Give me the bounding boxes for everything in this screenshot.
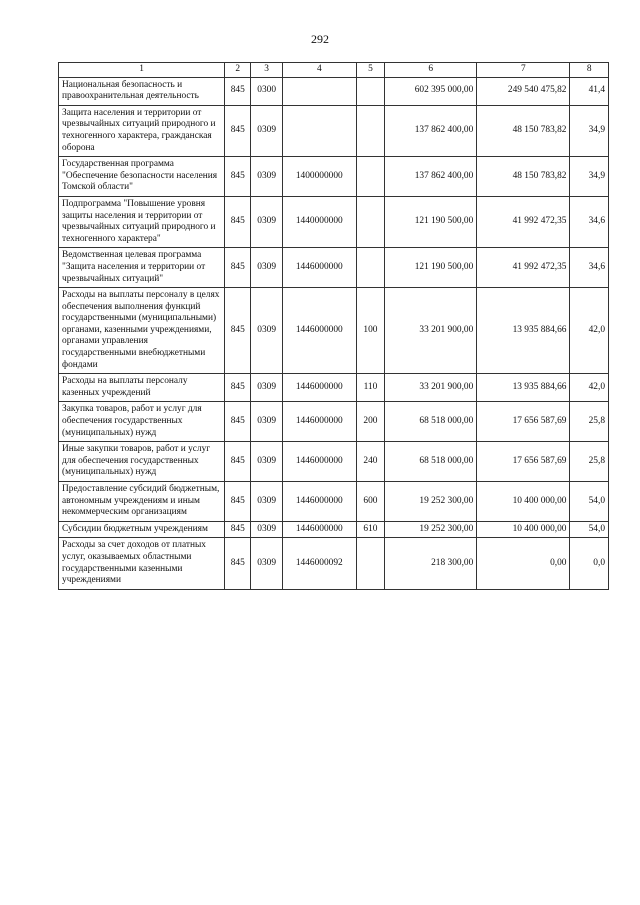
row-section-code: 0309 <box>251 196 282 247</box>
row-actual-amount: 13 935 884,66 <box>477 288 570 374</box>
row-section-code: 0309 <box>251 538 282 589</box>
row-admin-code: 845 <box>225 105 251 156</box>
budget-table <box>58 62 609 590</box>
row-name: Расходы на выплаты персоналу казенных учреждений <box>59 374 225 402</box>
row-actual-amount: 0,00 <box>477 538 570 589</box>
column-header: 5 <box>356 63 384 78</box>
column-header: 8 <box>570 63 609 78</box>
row-target-code <box>282 77 356 105</box>
row-expense-type: 100 <box>356 288 384 374</box>
row-admin-code: 845 <box>225 538 251 589</box>
row-actual-amount: 17 656 587,69 <box>477 402 570 442</box>
table-header-row <box>59 63 609 78</box>
row-plan-amount: 121 190 500,00 <box>385 196 477 247</box>
row-name: Подпрограмма "Повышение уровня защиты населения и территории от чрезвычайных ситуаций природного и техногенного характера" <box>59 196 225 247</box>
row-percent: 0,0 <box>570 538 609 589</box>
page-number: 292 <box>311 32 329 46</box>
row-target-code: 1446000000 <box>282 248 356 288</box>
table-row <box>59 402 609 442</box>
row-plan-amount: 68 518 000,00 <box>385 442 477 482</box>
row-section-code: 0309 <box>251 482 282 522</box>
row-target-code: 1446000000 <box>282 482 356 522</box>
row-expense-type: 240 <box>356 442 384 482</box>
row-plan-amount: 137 862 400,00 <box>385 157 477 197</box>
row-admin-code: 845 <box>225 77 251 105</box>
row-actual-amount: 48 150 783,82 <box>477 105 570 156</box>
row-name: Национальная безопасность и правоохранительная деятельность <box>59 77 225 105</box>
row-section-code: 0300 <box>251 77 282 105</box>
row-name: Государственная программа "Обеспечение безопасности населения Томской области" <box>59 157 225 197</box>
table-row <box>59 538 609 589</box>
row-actual-amount: 17 656 587,69 <box>477 442 570 482</box>
table-row <box>59 77 609 105</box>
row-target-code: 1440000000 <box>282 196 356 247</box>
row-name: Ведомственная целевая программа "Защита населения и территории от чрезвычайных ситуаций" <box>59 248 225 288</box>
row-percent: 25,8 <box>570 402 609 442</box>
table-row <box>59 482 609 522</box>
row-target-code: 1446000092 <box>282 538 356 589</box>
column-header: 6 <box>385 63 477 78</box>
row-percent: 41,4 <box>570 77 609 105</box>
row-expense-type: 610 <box>356 521 384 538</box>
row-admin-code: 845 <box>225 196 251 247</box>
table-row <box>59 442 609 482</box>
row-target-code: 1446000000 <box>282 521 356 538</box>
row-admin-code: 845 <box>225 521 251 538</box>
row-section-code: 0309 <box>251 521 282 538</box>
row-percent: 34,9 <box>570 105 609 156</box>
table-row <box>59 521 609 538</box>
row-name: Субсидии бюджетным учреждениям <box>59 521 225 538</box>
row-actual-amount: 10 400 000,00 <box>477 521 570 538</box>
row-plan-amount: 602 395 000,00 <box>385 77 477 105</box>
row-plan-amount: 19 252 300,00 <box>385 521 477 538</box>
row-actual-amount: 48 150 783,82 <box>477 157 570 197</box>
row-target-code: 1446000000 <box>282 442 356 482</box>
row-target-code: 1446000000 <box>282 402 356 442</box>
row-plan-amount: 33 201 900,00 <box>385 288 477 374</box>
column-header: 7 <box>477 63 570 78</box>
row-percent: 34,6 <box>570 196 609 247</box>
row-actual-amount: 13 935 884,66 <box>477 374 570 402</box>
row-percent: 42,0 <box>570 288 609 374</box>
row-name: Расходы за счет доходов от платных услуг, оказываемых областными государственными казенными учреждениями <box>59 538 225 589</box>
row-target-code: 1400000000 <box>282 157 356 197</box>
row-section-code: 0309 <box>251 374 282 402</box>
row-admin-code: 845 <box>225 442 251 482</box>
row-admin-code: 845 <box>225 288 251 374</box>
row-name: Защита населения и территории от чрезвычайных ситуаций природного и техногенного характера, гражданская оборона <box>59 105 225 156</box>
row-percent: 25,8 <box>570 442 609 482</box>
row-admin-code: 845 <box>225 374 251 402</box>
row-plan-amount: 19 252 300,00 <box>385 482 477 522</box>
row-target-code <box>282 105 356 156</box>
row-section-code: 0309 <box>251 442 282 482</box>
row-admin-code: 845 <box>225 402 251 442</box>
row-target-code: 1446000000 <box>282 288 356 374</box>
row-percent: 54,0 <box>570 521 609 538</box>
row-admin-code: 845 <box>225 157 251 197</box>
column-header: 2 <box>225 63 251 78</box>
row-actual-amount: 41 992 472,35 <box>477 248 570 288</box>
row-percent: 42,0 <box>570 374 609 402</box>
row-expense-type <box>356 105 384 156</box>
row-admin-code: 845 <box>225 482 251 522</box>
column-header: 3 <box>251 63 282 78</box>
row-name: Иные закупки товаров, работ и услуг для обеспечения государственных (муниципальных) нужд <box>59 442 225 482</box>
row-expense-type <box>356 248 384 288</box>
row-section-code: 0309 <box>251 248 282 288</box>
row-expense-type <box>356 196 384 247</box>
table-row <box>59 157 609 197</box>
table-row <box>59 288 609 374</box>
row-expense-type <box>356 77 384 105</box>
row-section-code: 0309 <box>251 402 282 442</box>
table-row <box>59 248 609 288</box>
row-plan-amount: 121 190 500,00 <box>385 248 477 288</box>
table-row <box>59 105 609 156</box>
table-row <box>59 374 609 402</box>
row-expense-type <box>356 538 384 589</box>
row-name: Закупка товаров, работ и услуг для обеспечения государственных (муниципальных) нужд <box>59 402 225 442</box>
row-expense-type: 110 <box>356 374 384 402</box>
row-expense-type: 200 <box>356 402 384 442</box>
row-actual-amount: 41 992 472,35 <box>477 196 570 247</box>
row-section-code: 0309 <box>251 105 282 156</box>
row-name: Расходы на выплаты персоналу в целях обеспечения выполнения функций государственными (муниципальными) органами, казенными учреждениями, органами управления государственными внебюджетными фондами <box>59 288 225 374</box>
row-expense-type <box>356 157 384 197</box>
row-plan-amount: 137 862 400,00 <box>385 105 477 156</box>
row-target-code: 1446000000 <box>282 374 356 402</box>
row-percent: 54,0 <box>570 482 609 522</box>
row-name: Предоставление субсидий бюджетным, автономным учреждениям и иным некоммерческим организациям <box>59 482 225 522</box>
row-section-code: 0309 <box>251 157 282 197</box>
row-plan-amount: 68 518 000,00 <box>385 402 477 442</box>
column-header: 1 <box>59 63 225 78</box>
row-admin-code: 845 <box>225 248 251 288</box>
column-header: 4 <box>282 63 356 78</box>
row-section-code: 0309 <box>251 288 282 374</box>
row-expense-type: 600 <box>356 482 384 522</box>
row-percent: 34,6 <box>570 248 609 288</box>
row-actual-amount: 249 540 475,82 <box>477 77 570 105</box>
row-plan-amount: 33 201 900,00 <box>385 374 477 402</box>
row-actual-amount: 10 400 000,00 <box>477 482 570 522</box>
table-row <box>59 196 609 247</box>
row-percent: 34,9 <box>570 157 609 197</box>
row-plan-amount: 218 300,00 <box>385 538 477 589</box>
